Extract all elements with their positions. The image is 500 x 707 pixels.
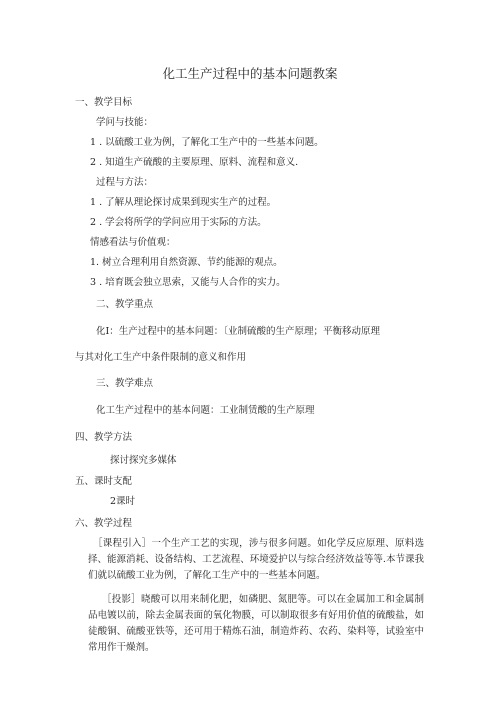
key-points-line-2: 与其对化工生产中条件限制的意义和作用 (75, 352, 247, 363)
attitude-item-1: 1. 树立合理利用自然资源、节约能源的观点。 (90, 257, 283, 268)
key-points-line-1: 化I：生产过程中的基本问题：〔业制硫酸的生产原理；平衡移动原理 (96, 326, 381, 337)
section-objectives-heading: 一、教学目标 (75, 97, 133, 108)
section-difficulties-heading: 三、教学难点 (96, 378, 154, 389)
section-process-heading: 六、教学过程 (75, 518, 133, 529)
page-title: 化工生产过程中的基本问题教案 (162, 66, 338, 81)
attitude-item-2: 3 . 培育既会独立思索，又能与人合作的实力。 (90, 277, 286, 288)
knowledge-skills-heading: 学问与技能： (96, 117, 154, 128)
knowledge-item-2: 2 . 知道生产硫酸的主要原理、原料、流程和意义. (90, 157, 299, 168)
process-item-2: 2 . 学会将所学的学问应用于实际的方法。 (90, 217, 267, 228)
process-item-1: 1 . 了解从理论探讨成果到现实生产的过程。 (90, 197, 277, 208)
section-schedule-heading: 五、课时支配 (75, 476, 133, 487)
schedule-text: 2课时 (110, 496, 136, 507)
process-projection-paragraph: ［投影］晓酸可以用来制化肥，如磷肥、氮肥等。可以在金属加工和金属制品电镀以前，除去金属表面的氧化物膜，可以制取很多有好用价值的硫酸盐，如徒酸铜、硫酸亚铁等，还可用于精炼石油，制造炸药、农药、染料等，试验室中常用作干燥剂。 (88, 594, 424, 653)
difficulties-text: 化工生产过程中的基本问题：工业制赁酸的生产原理 (96, 405, 315, 416)
process-methods-heading: 过程与方法： (96, 177, 154, 188)
attitude-values-heading: 情感看法与价值观： (90, 237, 176, 248)
section-methods-heading: 四、教学方法 (75, 432, 133, 443)
knowledge-item-1: 1 . 以硫酸工业为例，了解化工生产中的一些基本问题。 (90, 137, 324, 148)
methods-text: 探讨探究多媒体 (110, 455, 177, 466)
section-key-points-heading: 二、教学重点 (96, 299, 154, 310)
process-intro-paragraph: ［课程引入］一个生产工艺的实现，涉与很多问题。如化学反应原理、原料选择、能源消耗、设备结构、工艺流程、环境爱护以与综合经济效益等等.本节课我们就以硫酸工业为例，了解化工生产中的一些基本问题。 (88, 538, 424, 581)
